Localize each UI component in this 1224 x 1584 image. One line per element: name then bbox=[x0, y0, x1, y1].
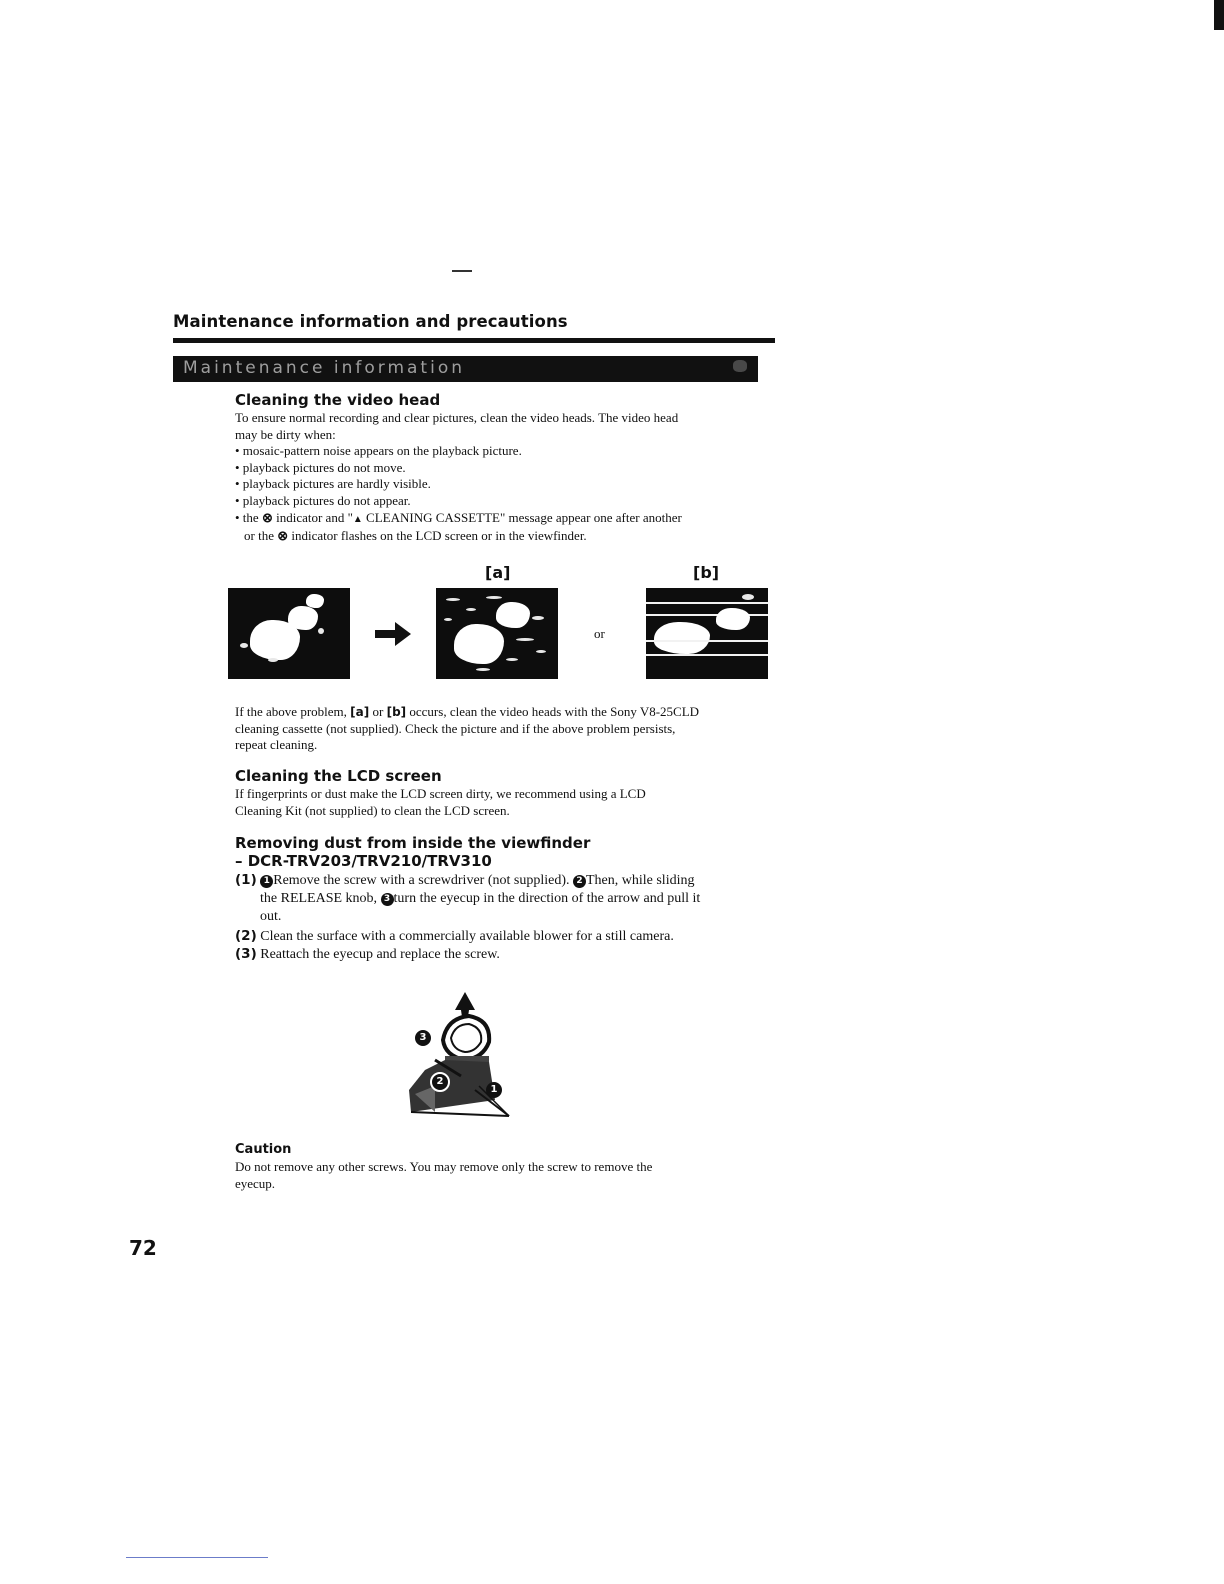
banner-text: Maintenance information bbox=[183, 358, 465, 378]
callout-2-icon: 2 bbox=[430, 1072, 450, 1092]
label-a: [a] bbox=[485, 563, 511, 582]
cleaning-head-instructions: If the above problem, [a] or [b] occurs, clean the video heads with the Sony V8-25CLD cleaning cassette (not supplied). Check the picture and if the above problem persists, repeat cleaning. bbox=[235, 704, 700, 753]
removing-dust-heading: Removing dust from inside the viewfinder bbox=[235, 834, 591, 852]
step-number-3-icon: 3 bbox=[381, 893, 394, 906]
callout-1 bbox=[486, 1080, 502, 1098]
arrow-right-icon bbox=[375, 622, 411, 646]
step-number-2-icon: 2 bbox=[573, 875, 586, 888]
list-item: • playback pictures do not move. bbox=[235, 459, 406, 475]
cassette-warning-icon: ⊗ bbox=[277, 528, 289, 544]
cleaning-head-intro bbox=[235, 410, 775, 545]
section-banner bbox=[173, 356, 775, 382]
caution-text: Do not remove any other screws. You may remove only the screw to remove the eyecup. bbox=[235, 1159, 653, 1191]
callout-2 bbox=[430, 1072, 450, 1092]
caution-heading: Caution bbox=[235, 1142, 292, 1157]
callout-1-icon: 1 bbox=[486, 1082, 502, 1098]
cleaning-cassette-icon: ▲ bbox=[352, 513, 363, 525]
step-3: (3) Reattach the eyecup and replace the screw. bbox=[235, 946, 500, 962]
corner-registration-mark bbox=[1214, 0, 1224, 30]
mosaic-noise-picture-illustration bbox=[436, 588, 558, 679]
label-b: [b] bbox=[693, 563, 720, 582]
step-2: (2) Clean the surface with a commercially available blower for a still camera. bbox=[235, 928, 674, 944]
list-item: • mosaic-pattern noise appears on the playback picture. bbox=[235, 443, 522, 459]
cleaning-lcd-heading: Cleaning the LCD screen bbox=[235, 767, 442, 785]
bottom-rule bbox=[126, 1557, 268, 1558]
normal-picture-illustration bbox=[228, 588, 350, 679]
step-1: (1) 1 Remove the screw with a screwdriver (not supplied). 2 Then, while sliding the RELEASE knob, 3 turn the eyecup in the direction of the arrow and pull it out. bbox=[235, 872, 701, 924]
intro-line: To ensure normal recording and clear pictures, clean the video heads. The video head bbox=[235, 410, 679, 425]
title-rule bbox=[173, 338, 775, 343]
or-text: or bbox=[594, 626, 605, 641]
intro-line: may be dirty when: bbox=[235, 426, 336, 442]
cleaning-video-head-heading: Cleaning the video head bbox=[235, 391, 441, 409]
viewfinder-eyecup-illustration bbox=[405, 990, 515, 1118]
cleaning-lcd-text: If fingerprints or dust make the LCD screen dirty, we recommend using a LCD Cleaning Kit (not supplied) to clean the LCD screen. bbox=[235, 786, 646, 818]
page-number: 72 bbox=[129, 1236, 157, 1260]
list-item: • playback pictures do not appear. bbox=[235, 492, 411, 508]
list-item-continuation: or the ⊗ indicator flashes on the LCD screen or in the viewfinder. bbox=[244, 528, 587, 544]
cassette-warning-icon: ⊗ bbox=[261, 509, 273, 525]
callout-3 bbox=[413, 1028, 433, 1048]
model-list-heading: – DCR-TRV203/TRV210/TRV310 bbox=[235, 852, 492, 870]
callout-3-icon: 3 bbox=[413, 1028, 433, 1048]
list-item: • playback pictures are hardly visible. bbox=[235, 476, 431, 492]
streaked-picture-illustration bbox=[646, 588, 768, 679]
section-title: Maintenance information and precautions bbox=[173, 312, 568, 331]
scan-artifact-mark bbox=[452, 270, 472, 273]
step-number-1-icon: 1 bbox=[260, 875, 273, 888]
list-item: • the ⊗ indicator and "▲ CLEANING CASSETTE" message appear one after another bbox=[235, 509, 682, 525]
